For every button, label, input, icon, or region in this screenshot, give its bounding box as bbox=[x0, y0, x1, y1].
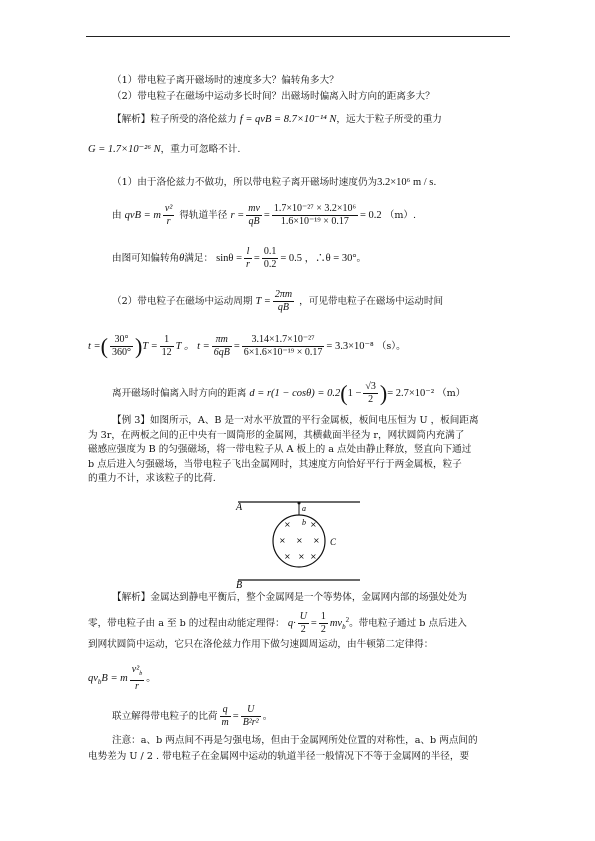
radius-equation-line: 由 qvB = m $\frac{\text{v²}}{r}$ 得轨道半径 r = $\frac{mv}{qB}$ = $\frac{\text{1.7×10⁻²⁷ × 3.2×10⁶}}{\text{1.6×10⁻¹⁹ × 0.17}}$ = 0.2 （m）. bbox=[112, 203, 417, 227]
angle-result: = 0.5 ，∴θ = 30° bbox=[280, 253, 357, 264]
solution-3-line-2: 零，带电粒子由 a 至 b 的过程由动能定理得： q· $\frac{U}{2}$ = $\frac{1}{2}$ $mv_b^2$。带电粒子通过 b 点后进入 bbox=[88, 611, 467, 635]
sin-theta: sinθ = bbox=[216, 253, 243, 264]
solution-text: ，重力可忽略不计. bbox=[160, 144, 241, 155]
cross-mark: × bbox=[310, 552, 317, 561]
solution-3-line-5: 联立解得带电粒子的比荷 $\frac{q}{m}$ = $\frac{U}{\text{B²r²}}$ 。 bbox=[112, 704, 273, 728]
lorentz-force-equation: f = qvB = 8.7×10⁻¹⁴ N bbox=[239, 114, 337, 125]
period-mark: . bbox=[433, 177, 437, 188]
period-text: ，可见带电粒子在磁场中运动时间 bbox=[299, 296, 444, 307]
velocity-value: 3.2×10⁶ m / s bbox=[377, 177, 434, 188]
cross-mark: × bbox=[313, 536, 320, 545]
fraction: $\frac{U}{2}$ bbox=[299, 611, 307, 635]
header-rule bbox=[86, 36, 510, 37]
distance-unit: （m） bbox=[437, 388, 466, 399]
solution-text: 粒子所受的洛伦兹力 bbox=[150, 114, 237, 125]
distance-formula: d = r(1 − cosθ) = 0.2 bbox=[249, 388, 341, 399]
fraction: $\frac{\text{v²}}{r}$ bbox=[164, 203, 173, 227]
time-result: = 3.3×10⁻⁸ bbox=[326, 341, 374, 352]
time-symbol: t = bbox=[88, 341, 101, 352]
period-text: （2）带电粒子在磁场中运动周期 bbox=[112, 296, 253, 307]
fraction: $\frac{\pi m}{6qB}$ bbox=[213, 334, 230, 358]
period-equation-line bbox=[112, 289, 443, 314]
solution-text: ，远大于粒子所受的重力 bbox=[336, 114, 442, 125]
solution-text: 零，带电粒子由 a 至 b 的过程由动能定理得： bbox=[88, 618, 285, 629]
fraction: $\frac{1}{2}$ bbox=[320, 611, 326, 635]
cross-mark: × bbox=[310, 520, 317, 529]
fraction: $\frac{v^2_b}{r}$ bbox=[131, 664, 143, 692]
example-line: 【例 3】如图所示，A、B 是一对水平放置的平行金属板，板间电压恒为 U ，板间距离 bbox=[112, 415, 479, 426]
solution-1-line-2 bbox=[88, 143, 240, 156]
example-line: 磁感应强度为 B 的匀强磁场，将一带电粒子从 A 板上的 a 点处由静止释放，竖直向下通过 bbox=[88, 444, 472, 455]
question-1: （1）带电粒子离开磁场时的速度多大？偏转角多大？ bbox=[112, 75, 339, 86]
part-1-velocity bbox=[112, 176, 436, 189]
cross-mark: × bbox=[284, 520, 291, 529]
solution-3-line-3: 到网状圆筒中运动，它只在洛伦兹力作用下做匀速圆周运动，由牛顿第二定律得： bbox=[88, 639, 434, 650]
example-line: 的重力不计，求该粒子的比荷. bbox=[88, 473, 216, 484]
question-2: （2）带电粒子在磁场中运动多长时间？出磁场时偏离入时方向的距离多大？ bbox=[112, 91, 435, 102]
theta-symbol: θ bbox=[179, 253, 185, 264]
solution-tag: 【解析】 bbox=[112, 114, 151, 125]
cross-mark: × bbox=[296, 536, 303, 545]
label-B: B bbox=[236, 580, 243, 591]
radius-text: 得轨道半径 bbox=[179, 210, 228, 221]
solution-text: 。带电粒子通过 b 点后进入 bbox=[349, 618, 467, 629]
fraction: $\frac{q}{m}$ bbox=[221, 704, 229, 728]
velocity-text: （1）由于洛伦兹力不做功，所以带电粒子离开磁场时速度仍为 bbox=[112, 177, 378, 188]
distance-equation-line: 离开磁场时偏离入时方向的距离 d = r(1 − cosθ) = 0.2(1 − $\frac{√3}{2}$ )= 2.7×10⁻² （m） bbox=[112, 380, 466, 406]
label-C: C bbox=[330, 537, 337, 547]
fraction: $\frac{l}{r}$ bbox=[246, 246, 250, 270]
fraction: $\frac{√3}{2}$ bbox=[365, 381, 376, 405]
point-a bbox=[298, 502, 301, 505]
example-line: b 点后进入匀强磁场，当带电粒子飞出金属网时，其速度方向恰好平行于两金属板，粒子 bbox=[88, 458, 462, 470]
force-balance: qvB = m bbox=[124, 210, 161, 221]
note-line-1: 注意：a、b 两点间不再是匀强电场，但由于金属网所处位置的对称性，a、b 两点间的 bbox=[112, 735, 478, 746]
label-a: a bbox=[302, 504, 306, 513]
example-3-paragraph bbox=[112, 414, 512, 429]
solution-3-line-4: $qv_bB = m$ $\frac{v^2_b}{r}$ 。 bbox=[88, 664, 156, 692]
fraction: $\frac{\text{3.14×1.7×10⁻²⁷}}{\text{6×1.6×10⁻¹⁹ × 0.17}}$ bbox=[243, 334, 323, 358]
angle-equation-line: 由图可知偏转角θ满足： sinθ = $\frac{l}{r}$ = $\frac{0.1}{0.2}$ = 0.5 ，∴θ = 30°。 bbox=[112, 246, 367, 270]
magnetic-field-crosses bbox=[279, 520, 320, 561]
solution-1-line-1 bbox=[112, 113, 442, 126]
fraction: $\frac{U}{\text{B²r²}}$ bbox=[242, 704, 259, 728]
fraction: $\frac{2\pi m}{qB}$ bbox=[274, 289, 293, 313]
time-unit: （s）。 bbox=[376, 341, 406, 352]
label-b: b bbox=[302, 518, 306, 527]
gravity-equation: G = 1.7×10⁻²⁶ N bbox=[88, 144, 161, 155]
fraction: $\frac{30^\circ}{360^\circ}$ bbox=[111, 334, 131, 358]
angle-text: 满足： bbox=[184, 253, 214, 264]
radius-text: 由 bbox=[112, 210, 122, 221]
fraction: $\frac{0.1}{0.2}$ bbox=[263, 246, 277, 270]
example-line: 为 3r，在两板之间的正中央有一圆筒形的金属网，其横截面半径为 r，网状圆筒内充满了 bbox=[88, 429, 465, 441]
fraction: $\frac{\text{1.7×10⁻²⁷ × 3.2×10⁶}}{\text{1.6×10⁻¹⁹ × 0.17}}$ bbox=[273, 203, 356, 227]
cross-mark: × bbox=[298, 552, 305, 561]
example-3-paragraph-body bbox=[88, 429, 512, 487]
cross-mark: × bbox=[284, 552, 291, 561]
angle-text: 由图可知偏转角 bbox=[112, 253, 180, 264]
distance-result: = 2.7×10⁻² bbox=[387, 388, 434, 399]
figure-drawing bbox=[236, 495, 364, 591]
solution-text: 联立解得带电粒子的比荷 bbox=[112, 711, 218, 722]
radius-result: = 0.2 bbox=[360, 210, 382, 221]
fraction: $\frac{1}{12}$ bbox=[161, 334, 172, 358]
solution-3-line-1: 【解析】金属达到静电平衡后，整个金属网是一个等势体，金属网内部的场强处处为 bbox=[112, 592, 467, 603]
label-A: A bbox=[236, 502, 243, 513]
radius-symbol: r = bbox=[230, 210, 245, 221]
distance-text: 离开磁场时偏离入时方向的距离 bbox=[112, 388, 247, 399]
cross-mark: × bbox=[279, 536, 286, 545]
radius-unit: （m）. bbox=[384, 210, 417, 221]
period-symbol: T = bbox=[255, 296, 271, 307]
fraction: $\frac{mv}{qB}$ bbox=[248, 203, 260, 227]
metal-plates-figure bbox=[236, 495, 364, 591]
time-equation-line: t =( $\frac{30^\circ}{360^\circ}$ )T = $\frac{1}{12}$ T 。 t = $\frac{\pi m}{6qB}$ = $\frac{\text{3.14×1.7×10⁻²⁷}}{\text{6×1.6×10⁻¹⁹ × 0.17}}$ = 3.3×10⁻⁸ （s）。 bbox=[88, 333, 406, 359]
note-line-2: 电势差为 U / 2 . 带电粒子在金属网中运动的轨道半径一般情况下不等于金属网的半径，要 bbox=[88, 751, 470, 762]
